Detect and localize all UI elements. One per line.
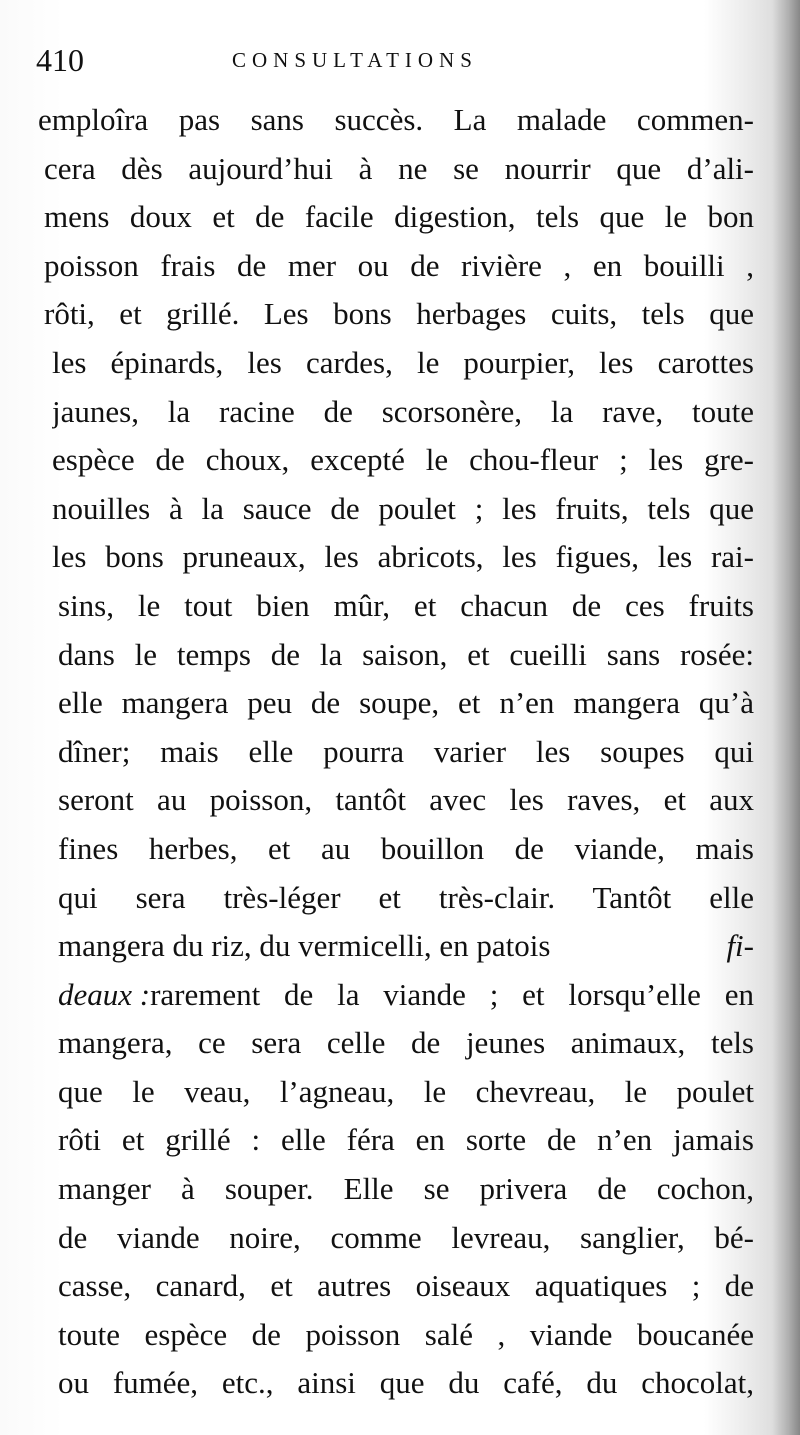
- text-line: cera dès aujourd’hui à ne se nourrir que d’ali-: [44, 150, 754, 186]
- text-line: fines herbes, et au bouillon de viande, mais: [58, 830, 754, 866]
- text-line: seront au poisson, tantôt avec les raves, et aux: [58, 782, 754, 818]
- text-segment: rarement de la viande ; et lorsqu’elle en: [150, 976, 754, 1012]
- text-line: poisson frais de mer ou de rivière , en bouilli ,: [44, 247, 754, 283]
- text-segment: mangera du riz, du vermicelli, en patois: [58, 928, 551, 964]
- body-text: [38, 96, 754, 1408]
- text-line: que le veau, l’agneau, le chevreau, le poulet: [58, 1073, 754, 1109]
- italic-segment: fi-: [726, 928, 754, 964]
- text-line: mangera, ce sera celle de jeunes animaux, tels: [58, 1025, 754, 1061]
- text-line: [38, 922, 754, 971]
- text-line: rôti et grillé : elle féra en sorte de n’en jamais: [58, 1122, 754, 1158]
- text-line: toute espèce de poisson salé , viande boucanée: [58, 1316, 754, 1352]
- running-head: CONSULTATIONS: [232, 48, 478, 72]
- text-line: les épinards, les cardes, le pourpier, les carottes: [52, 344, 754, 380]
- text-line: jaunes, la racine de scorsonère, la rave, toute: [52, 393, 754, 429]
- text-line: [38, 971, 754, 1020]
- text-line: nouilles à la sauce de poulet ; les fruits, tels que: [52, 490, 754, 526]
- page-number: 410: [36, 42, 84, 78]
- text-line: de viande noire, comme levreau, sanglier, bé-: [58, 1219, 754, 1255]
- text-line: sins, le tout bien mûr, et chacun de ces fruits: [58, 587, 754, 623]
- page-header: [36, 38, 756, 82]
- text-line: dîner; mais elle pourra varier les soupes qui: [58, 733, 754, 769]
- text-line: espèce de choux, excepté le chou-fleur ; les gre-: [52, 442, 754, 478]
- text-line: rôti, et grillé. Les bons herbages cuits, tels que: [44, 296, 754, 332]
- text-line: manger à souper. Elle se privera de cochon,: [58, 1171, 754, 1207]
- text-line: dans le temps de la saison, et cueilli sans rosée:: [58, 636, 754, 672]
- italic-segment: deaux :: [58, 976, 151, 1012]
- text-line: elle mangera peu de soupe, et n’en mangera qu’à: [58, 685, 754, 721]
- text-line: qui sera très-léger et très-clair. Tantôt elle: [58, 879, 754, 915]
- text-line: ou fumée, etc., ainsi que du café, du chocolat,: [58, 1365, 754, 1401]
- text-line: mens doux et de facile digestion, tels que le bon: [44, 199, 754, 235]
- text-line: emploîra pas sans succès. La malade commen-: [38, 102, 754, 137]
- text-line: casse, canard, et autres oiseaux aquatiques ; de: [58, 1268, 754, 1304]
- page-edge-shadow: [772, 0, 800, 1435]
- text-line: les bons pruneaux, les abricots, les figues, les rai-: [52, 539, 754, 575]
